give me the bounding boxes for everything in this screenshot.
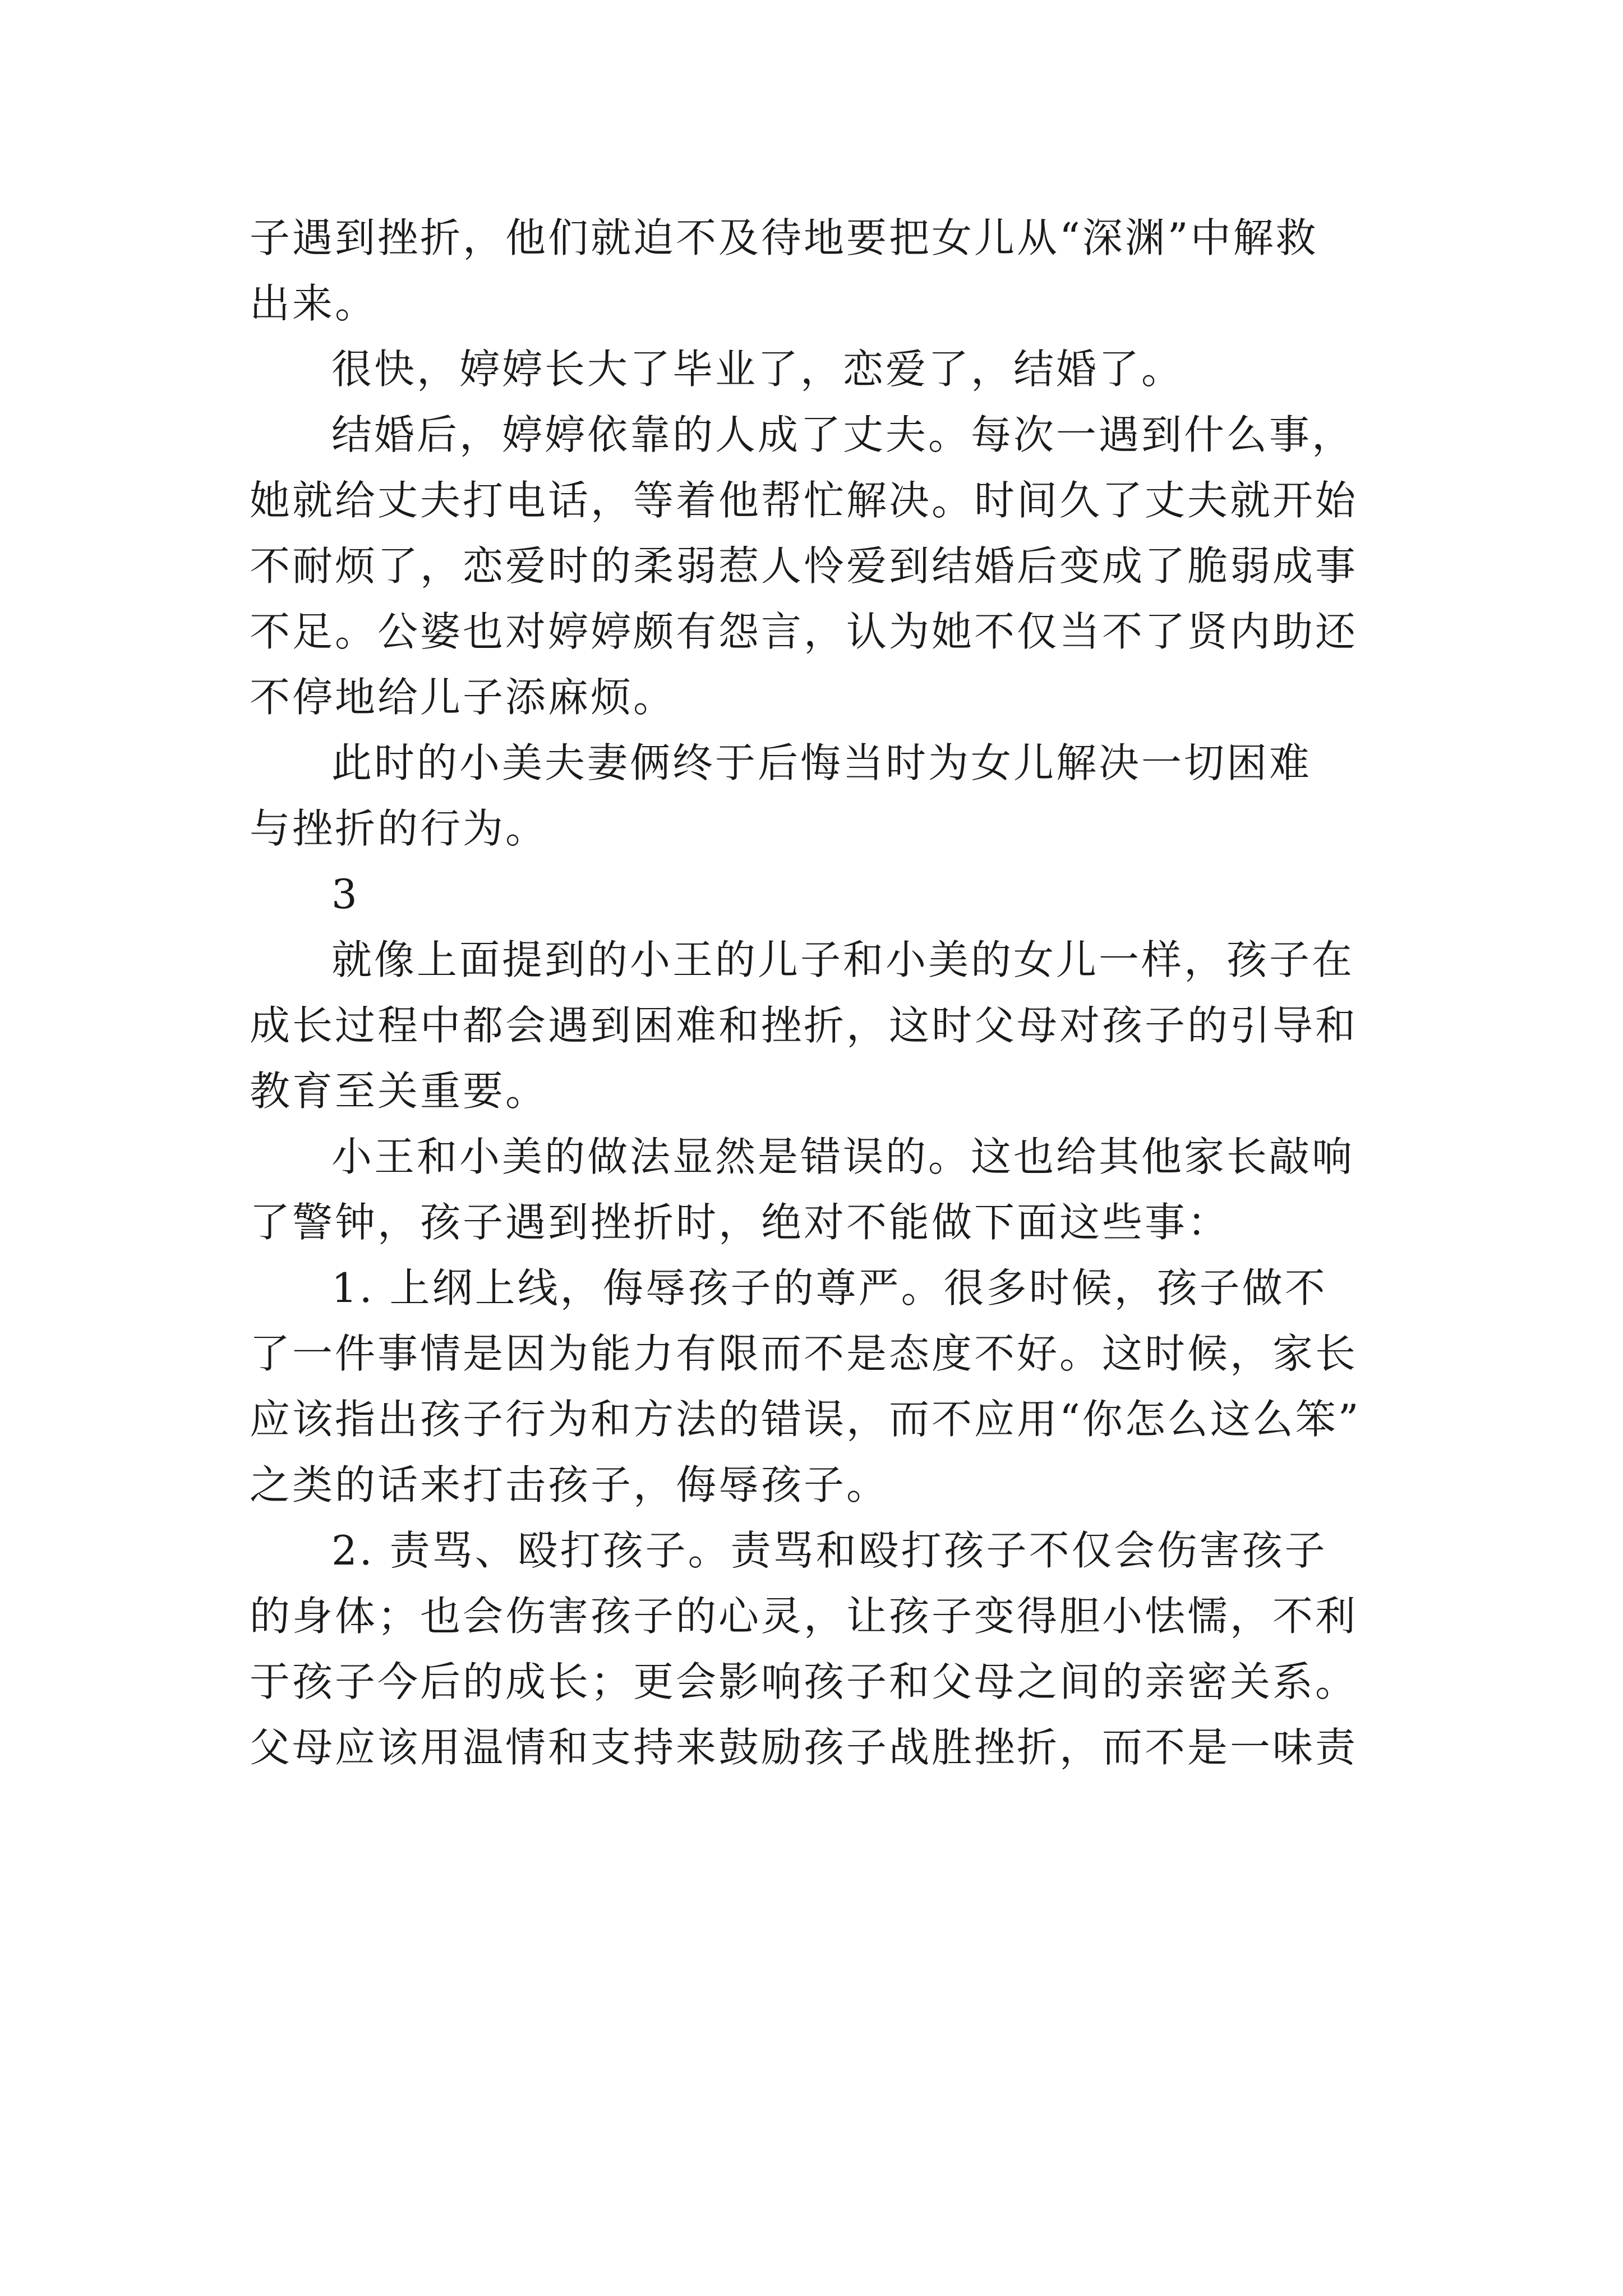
text-line: 了警钟，孩子遇到挫折时，绝对不能做下面这些事： [250,1199,1230,1246]
text-line: 与挫折的行为。 [250,805,548,852]
text-line: 小王和小美的做法显然是错误的。这也给其他家长敲响 [331,1133,1355,1180]
text-line: 成长过程中都会遇到困难和挫折，这时父母对孩子的引导和 [250,1002,1358,1049]
text-line: 很快，婷婷长大了毕业了，恋爱了，结婚了。 [331,346,1184,393]
text-line: 于孩子今后的成长；更会影响孩子和父母之间的亲密关系。 [250,1658,1358,1705]
text-line: 的身体；也会伤害孩子的心灵，让孩子变得胆小怯懦，不利 [250,1593,1358,1640]
text-line: 就像上面提到的小王的儿子和小美的女儿一样，孩子在 [331,936,1355,983]
list-item-1: 1. 上纲上线，侮辱孩子的尊严。很多时候，孩子做不 [331,1264,1327,1312]
text-line: 应该指出孩子行为和方法的错误，而不应用“你怎么这么笨” [250,1396,1361,1443]
section-number: 3 [331,871,359,918]
text-line: 教育至关重要。 [250,1068,548,1115]
list-item-2: 2. 责骂、殴打孩子。责骂和殴打孩子不仅会伤害孩子 [331,1527,1327,1574]
text-line: 出来。 [250,280,378,327]
text-line: 之类的话来打击孩子，侮辱孩子。 [250,1461,889,1508]
text-line: 此时的小美夫妻俩终于后悔当时为女儿解决一切困难 [331,739,1312,786]
document-body [250,205,1388,1780]
text-line: 不足。公婆也对婷婷颇有怨言，认为她不仅当不了贤内助还 [250,608,1358,655]
text-line: 不停地给儿子添麻烦。 [250,674,676,721]
text-line: 子遇到挫折，他们就迫不及待地要把女儿从“深渊”中解救 [250,214,1318,261]
text-line: 结婚后，婷婷依靠的人成了丈夫。每次一遇到什么事， [331,411,1355,458]
text-line: 了一件事情是因为能力有限而不是态度不好。这时候，家长 [250,1330,1358,1377]
text-line: 父母应该用温情和支持来鼓励孩子战胜挫折，而不是一味责 [250,1724,1358,1771]
text-line: 她就给丈夫打电话，等着他帮忙解决。时间久了丈夫就开始 [250,477,1358,524]
text-line: 不耐烦了，恋爱时的柔弱惹人怜爱到结婚后变成了脆弱成事 [250,542,1358,590]
